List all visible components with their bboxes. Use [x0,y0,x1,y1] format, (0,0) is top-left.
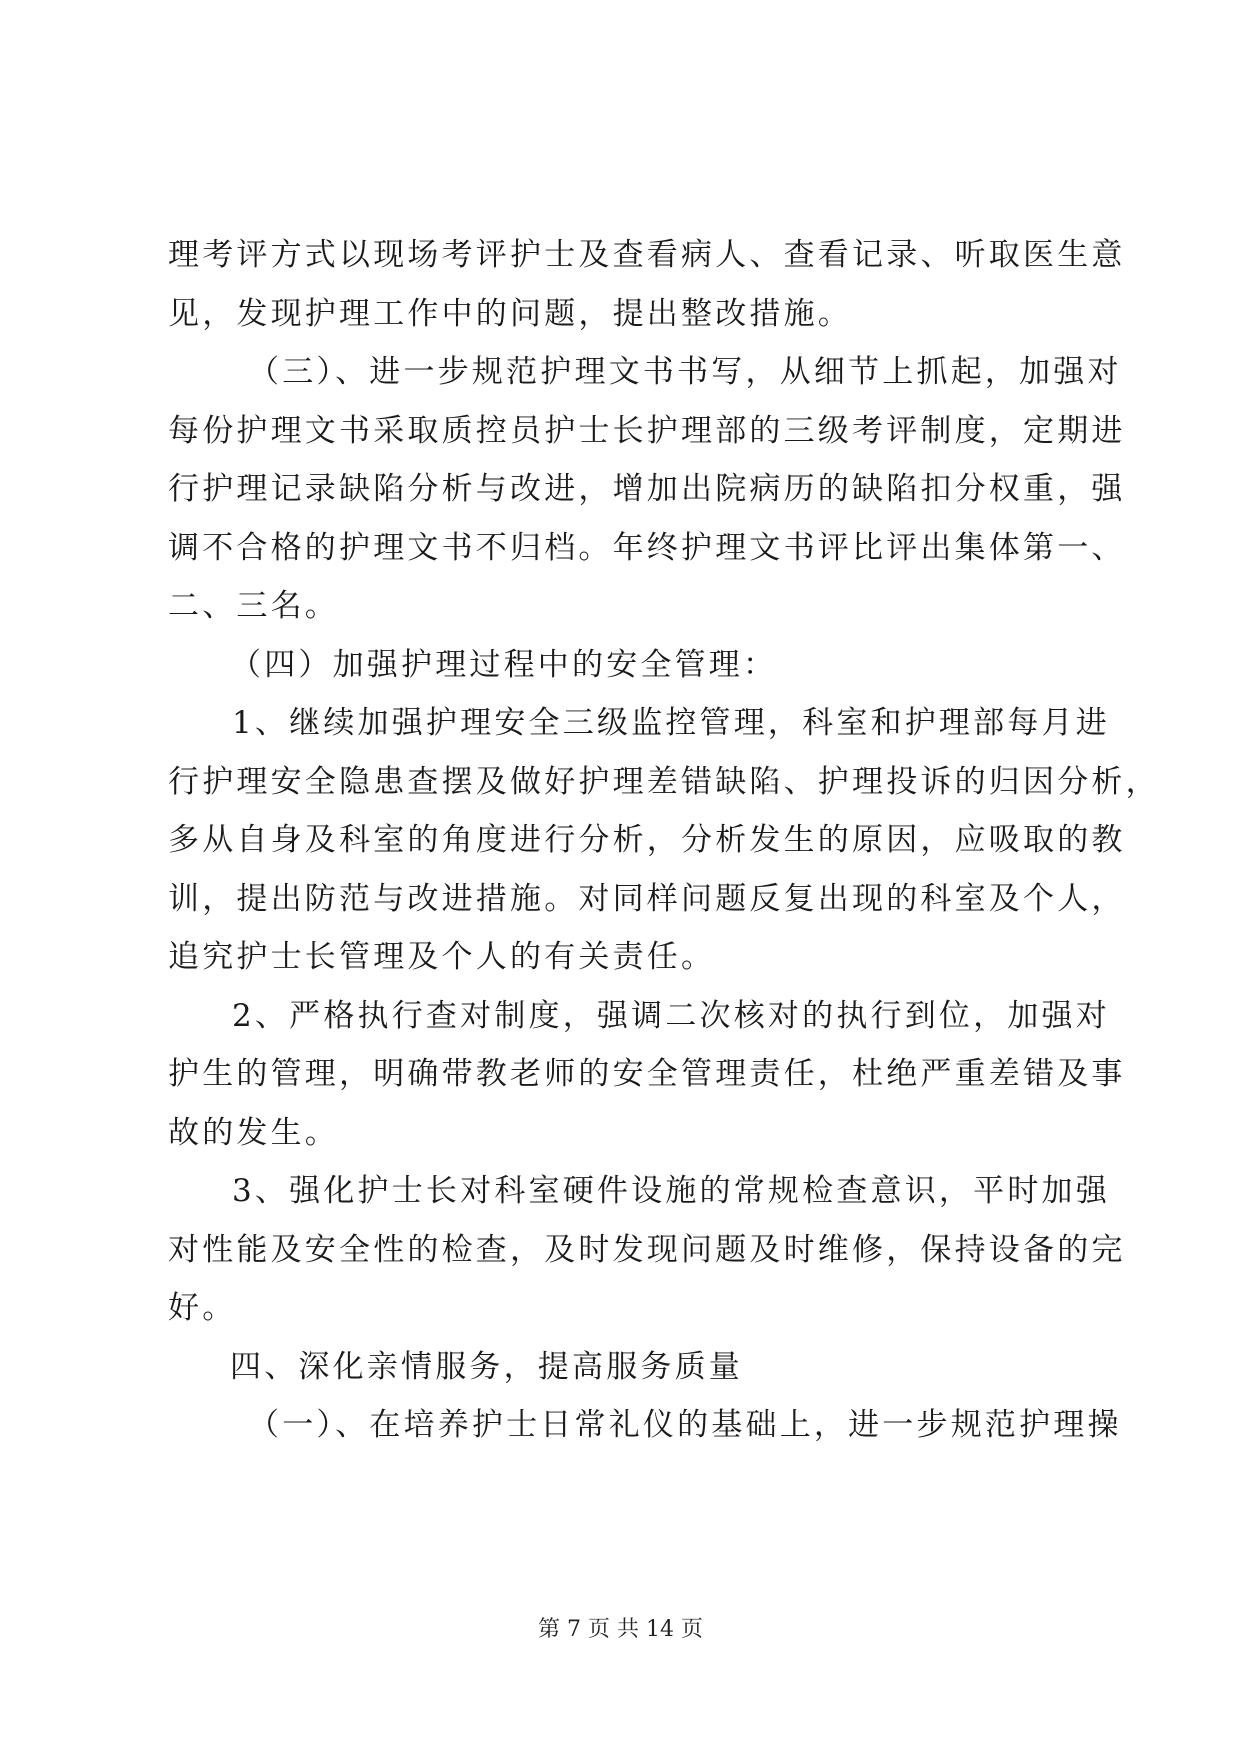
text-line: （一）、在培养护士日常礼仪的基础上，进一步规范护理操 [248,1407,1122,1443]
text-line: 1、继续加强护理安全三级监控管理，科室和护理部每月进 [232,705,1110,741]
text-line: 见，发现护理工作中的问题，提出整改措施。 [168,295,852,332]
text-line: 理考评方式以现场考评护士及查看病人、查看记录、听取医生意 [168,237,1126,273]
text-line: 2、严格执行查对制度，强调二次核对的执行到位，加强对 [232,997,1110,1034]
section-heading: 四、深化亲情服务，提高服务质量 [230,1348,743,1385]
text-line: 故的发生。 [168,1114,339,1151]
text-line: 训，提出防范与改进措施。对同样问题反复出现的科室及个人， [168,880,1126,917]
text-line: 护生的管理，明确带教老师的安全管理责任，杜绝严重差错及事 [168,1056,1126,1092]
text-line: 好。 [168,1290,237,1326]
text-line: 调不合格的护理文书不归档。年终护理文书评比评出集体第一、 [168,529,1126,566]
page-number: 第 7 页 共 14 页 [538,1617,703,1642]
document-body [168,226,1160,1455]
text-line: （四）加强护理过程中的安全管理： [230,646,778,683]
text-line: 二、三名。 [168,588,339,624]
text-line: 3、强化护士长对科室硬件设施的常规检查意识，平时加强 [232,1173,1110,1209]
text-line: 追究护士长管理及个人的有关责任。 [168,939,716,975]
text-line: 多从自身及科室的角度进行分析，分析发生的原因，应吸取的教 [168,822,1126,858]
text-line: 对性能及安全性的检查，及时发现问题及时维修，保持设备的完 [168,1231,1126,1268]
text-line: 行护理安全隐患查摆及做好护理差错缺陷、护理投诉的归因分析， [168,763,1160,800]
text-line: 每份护理文书采取质控员护士长护理部的三级考评制度，定期进 [168,412,1126,449]
text-line: （三）、进一步规范护理文书书写，从细节上抓起，加强对 [248,354,1122,390]
text-line: 行护理记录缺陷分析与改进，增加出院病历的缺陷扣分权重，强 [168,471,1126,507]
